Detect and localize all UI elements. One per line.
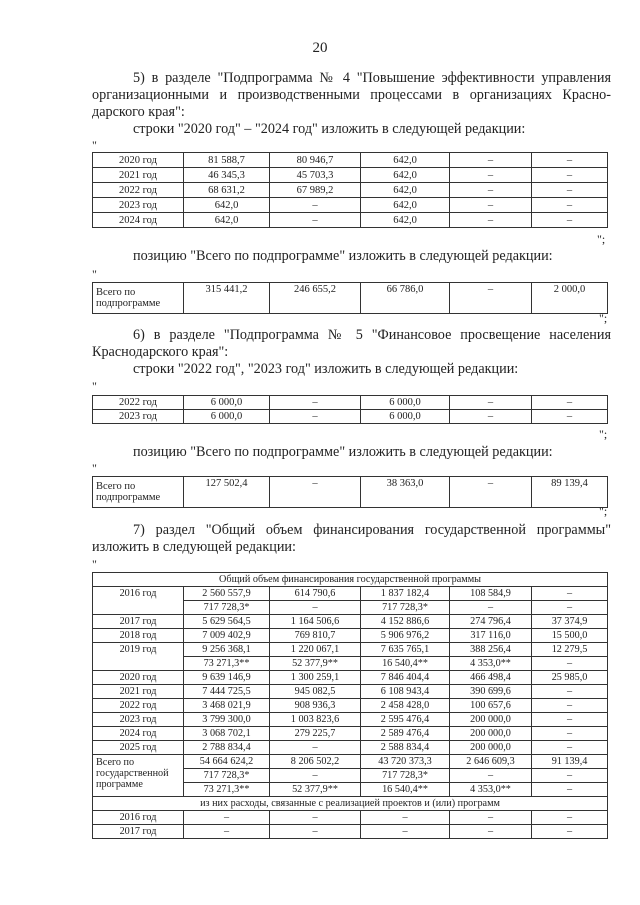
value-cell: – [532,657,608,671]
table-row [93,153,608,168]
value-cell: – [532,410,608,424]
value-cell: – [532,213,608,228]
value-cell: 717 728,3* [361,601,450,615]
row-label-cell: 2023 год [93,198,184,213]
value-cell: 46 345,3 [184,168,270,183]
value-cell: – [270,825,361,839]
row-label-cell: 2020 год [93,671,184,685]
value-cell: – [532,699,608,713]
value-cell: 127 502,4 [184,477,270,508]
value-cell: 3 799 300,0 [184,713,270,727]
total-row [93,477,608,508]
row-label-cell: 2017 год [93,825,184,839]
close-quote: "; [599,311,608,325]
value-cell: – [450,477,532,508]
close-quote: "; [597,232,606,246]
value-cell: 68 631,2 [184,183,270,198]
value-cell: 642,0 [184,213,270,228]
value-cell: 73 271,3** [184,783,270,797]
value-cell: 73 271,3** [184,657,270,671]
value-cell: 642,0 [361,198,450,213]
value-cell: 6 000,0 [184,396,270,410]
value-cell: – [532,396,608,410]
value-cell: 7 635 765,1 [361,643,450,657]
value-cell: 717 728,3* [184,769,270,783]
table-header-row [93,573,608,587]
value-cell: – [270,198,361,213]
value-cell: – [270,811,361,825]
table-row [93,727,608,741]
value-cell: 52 377,9** [270,783,361,797]
sec5-rows-intro: строки "2020 год" – "2024 год" изложить в следующей редакции: [133,121,526,137]
value-cell: – [270,769,361,783]
value-cell: 246 655,2 [270,283,361,314]
row-label-cell: 2024 год [93,727,184,741]
open-quote: " [92,557,97,571]
value-cell: 6 108 943,4 [361,685,450,699]
table-row [93,713,608,727]
value-cell: 80 946,7 [270,153,361,168]
value-cell: 1 003 823,6 [270,713,361,727]
total-label-cell: Всего по подпрограмме [93,477,184,508]
value-cell: 2 000,0 [532,283,608,314]
value-cell: 67 989,2 [270,183,361,198]
row-label-cell: 2021 год [93,168,184,183]
value-cell: 279 225,7 [270,727,361,741]
value-cell: 2 595 476,4 [361,713,450,727]
open-quote: " [92,138,97,152]
value-cell: – [270,741,361,755]
value-cell: – [184,825,270,839]
value-cell: – [450,825,532,839]
open-quote: " [92,267,97,281]
row-label-cell: 2016 год [93,587,184,615]
value-cell: – [184,811,270,825]
row-label-cell: 2024 год [93,213,184,228]
value-cell: – [270,213,361,228]
sub-header-row [93,797,608,811]
value-cell: 7 846 404,4 [361,671,450,685]
value-cell: – [532,183,608,198]
value-cell: – [450,153,532,168]
table-row [93,825,608,839]
value-cell: 2 589 476,4 [361,727,450,741]
table-row [93,198,608,213]
value-cell: 1 300 259,1 [270,671,361,685]
row-label-cell: 2025 год [93,741,184,755]
value-cell: – [532,168,608,183]
value-cell: – [450,198,532,213]
value-cell: 2 788 834,4 [184,741,270,755]
value-cell: 200 000,0 [450,727,532,741]
sec6-total-intro: позицию "Всего по подпрограмме" изложить в следующей редакции: [133,444,553,460]
value-cell: 6 000,0 [184,410,270,424]
value-cell: 642,0 [361,168,450,183]
value-cell: 15 500,0 [532,629,608,643]
value-cell: – [532,811,608,825]
value-cell: 717 728,3* [184,601,270,615]
sec6-rows-intro: строки "2022 год", "2023 год" изложить в следующей редакции: [133,361,519,377]
value-cell: 388 256,4 [450,643,532,657]
table-header: Общий объем финансирования государственной программы [93,573,608,587]
value-cell: 908 936,3 [270,699,361,713]
value-cell: – [450,811,532,825]
value-cell: – [532,153,608,168]
value-cell: – [270,396,361,410]
value-cell: 390 699,6 [450,685,532,699]
value-cell: – [361,811,450,825]
open-quote: " [92,379,97,393]
value-cell: 16 540,4** [361,657,450,671]
value-cell: – [450,183,532,198]
value-cell: – [532,587,608,601]
table-row [93,741,608,755]
total-row [93,283,608,314]
value-cell: 52 377,9** [270,657,361,671]
value-cell: – [532,198,608,213]
value-cell: – [532,727,608,741]
sec5-line-1: 5) в разделе "Подпрограмма № 4 "Повышение эффективности управления [133,70,611,86]
value-cell: – [450,769,532,783]
sec5-line-2: организационными и производственными процессами в организациях Красно- [92,87,611,103]
table-row [93,213,608,228]
value-cell: – [450,601,532,615]
sec6-line-2: Краснодарского края": [92,344,229,360]
total-row [93,755,608,769]
value-cell: – [532,713,608,727]
sec5-total-table [92,282,608,314]
value-cell: – [532,825,608,839]
value-cell: 7 444 725,5 [184,685,270,699]
row-label-cell: 2023 год [93,713,184,727]
value-cell: 100 657,6 [450,699,532,713]
value-cell: 717 728,3* [361,769,450,783]
value-cell: 66 786,0 [361,283,450,314]
value-cell: 2 646 609,3 [450,755,532,769]
value-cell: 9 639 146,9 [184,671,270,685]
value-cell: – [270,410,361,424]
program-financing-table [92,572,608,839]
value-cell: 3 068 702,1 [184,727,270,741]
value-cell: – [532,783,608,797]
sub-header: из них расходы, связанные с реализацией проектов и (или) программ [93,797,608,811]
open-quote: " [92,461,97,475]
value-cell: 38 363,0 [361,477,450,508]
value-cell: 642,0 [361,153,450,168]
value-cell: 12 279,5 [532,643,608,657]
value-cell: 642,0 [361,213,450,228]
row-label-cell: 2016 год [93,811,184,825]
value-cell: 315 441,2 [184,283,270,314]
value-cell: 2 458 428,0 [361,699,450,713]
table-row [93,699,608,713]
table-row [93,811,608,825]
value-cell: 3 468 021,9 [184,699,270,713]
table-row [93,396,608,410]
value-cell: 317 116,0 [450,629,532,643]
sec5-line-3: дарского края": [92,104,185,120]
sec7-line-2: изложить в следующей редакции: [92,539,296,555]
table-row [93,629,608,643]
value-cell: 200 000,0 [450,713,532,727]
table-row [93,671,608,685]
value-cell: – [270,601,361,615]
value-cell: – [450,213,532,228]
value-cell: 6 000,0 [361,396,450,410]
value-cell: – [450,168,532,183]
value-cell: – [450,396,532,410]
value-cell: 9 256 368,1 [184,643,270,657]
sec6-total-table [92,476,608,508]
value-cell: – [270,477,361,508]
value-cell: 1 220 067,1 [270,643,361,657]
value-cell: 614 790,6 [270,587,361,601]
value-cell: – [450,283,532,314]
total-label-cell: Всего по государственной программе [93,755,184,797]
close-quote: "; [599,504,608,518]
value-cell: 89 139,4 [532,477,608,508]
table-row [93,410,608,424]
value-cell: 8 206 502,2 [270,755,361,769]
page-number: 20 [312,40,328,56]
value-cell: 945 082,5 [270,685,361,699]
value-cell: 1 164 506,6 [270,615,361,629]
value-cell: – [532,741,608,755]
sec6-line-1: 6) в разделе "Подпрограмма № 5 "Финансовое просвещение населения [133,327,611,343]
value-cell: 54 664 624,2 [184,755,270,769]
value-cell: – [361,825,450,839]
value-cell: 37 374,9 [532,615,608,629]
close-quote: "; [599,427,608,441]
table-row [93,643,608,657]
row-label-cell: 2022 год [93,699,184,713]
row-label-cell: 2023 год [93,410,184,424]
table-row [93,615,608,629]
row-label-cell: 2021 год [93,685,184,699]
table-row [93,685,608,699]
value-cell: 91 139,4 [532,755,608,769]
value-cell: 466 498,4 [450,671,532,685]
row-label-cell: 2018 год [93,629,184,643]
value-cell: 25 985,0 [532,671,608,685]
value-cell: 4 152 886,6 [361,615,450,629]
value-cell: 642,0 [184,198,270,213]
value-cell: 16 540,4** [361,783,450,797]
sec6-rows-table [92,395,608,424]
value-cell: – [532,769,608,783]
value-cell: 43 720 373,3 [361,755,450,769]
value-cell: 4 353,0** [450,657,532,671]
total-label-cell: Всего по подпрограмме [93,283,184,314]
value-cell: – [532,601,608,615]
sec5-total-intro: позицию "Всего по подпрограмме" изложить в следующей редакции: [133,248,553,264]
row-label-cell: 2019 год [93,643,184,671]
value-cell: 274 796,4 [450,615,532,629]
value-cell: 642,0 [361,183,450,198]
row-label-cell: 2017 год [93,615,184,629]
table-row [93,168,608,183]
value-cell: 200 000,0 [450,741,532,755]
sec5-rows-table [92,152,608,228]
row-label-cell: 2020 год [93,153,184,168]
value-cell: 2 588 834,4 [361,741,450,755]
value-cell: – [450,410,532,424]
value-cell: 2 560 557,9 [184,587,270,601]
value-cell: 4 353,0** [450,783,532,797]
value-cell: 769 810,7 [270,629,361,643]
value-cell: 5 906 976,2 [361,629,450,643]
sec7-line-1: 7) раздел "Общий объем финансирования государственной программы" [133,522,611,538]
table-row [93,183,608,198]
table-row [93,587,608,601]
value-cell: 108 584,9 [450,587,532,601]
row-label-cell: 2022 год [93,396,184,410]
value-cell: 7 009 402,9 [184,629,270,643]
value-cell: 5 629 564,5 [184,615,270,629]
value-cell: 1 837 182,4 [361,587,450,601]
row-label-cell: 2022 год [93,183,184,198]
value-cell: 45 703,3 [270,168,361,183]
value-cell: – [532,685,608,699]
value-cell: 81 588,7 [184,153,270,168]
value-cell: 6 000,0 [361,410,450,424]
